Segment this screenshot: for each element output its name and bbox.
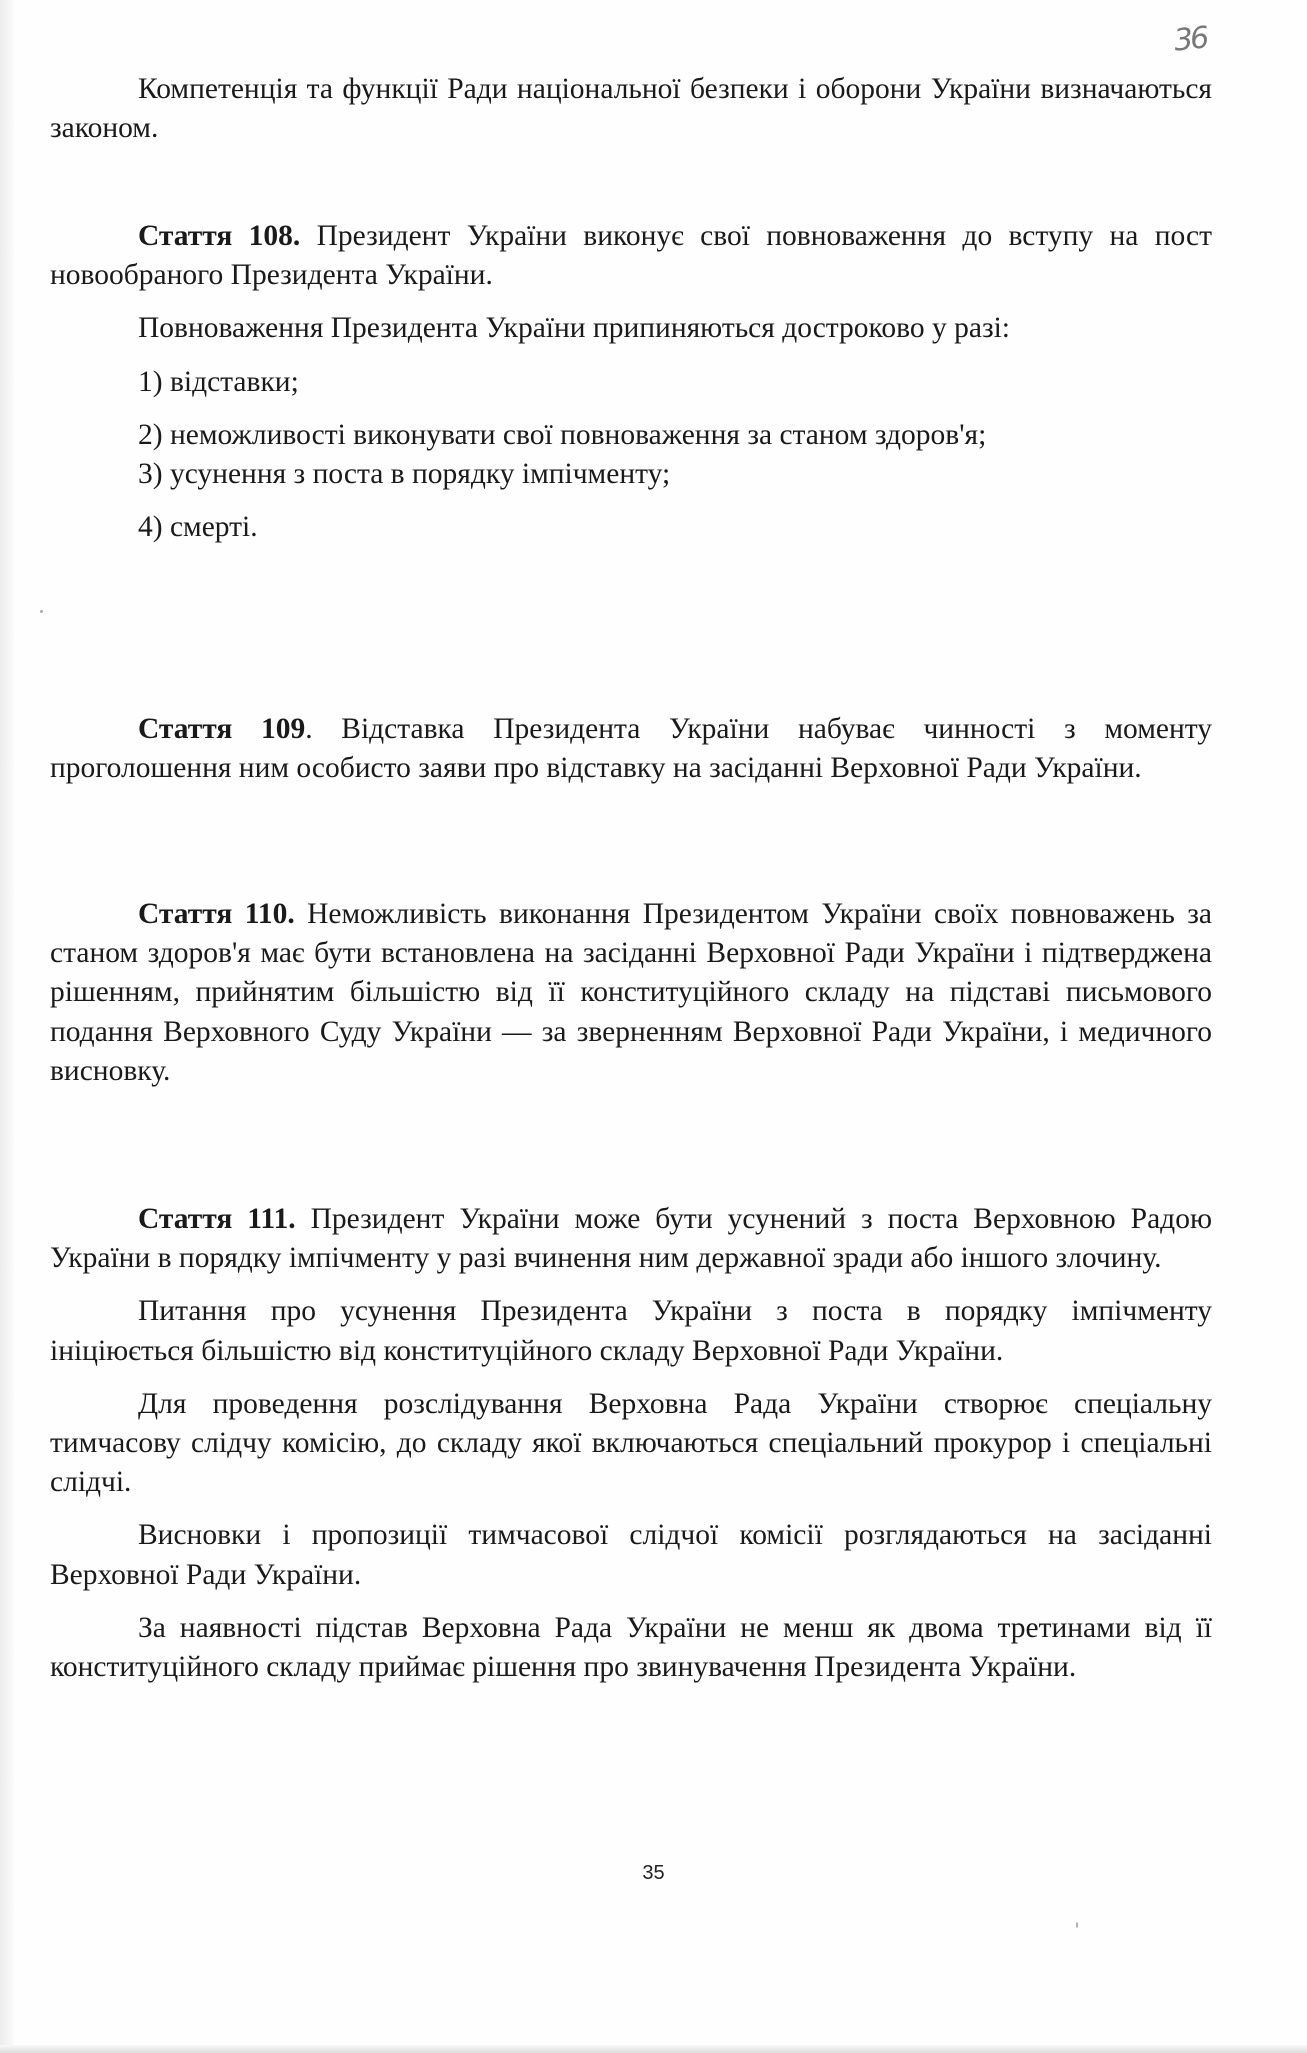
list-item: 4) смерті.: [138, 511, 258, 544]
handwritten-page-number: 36: [1172, 20, 1208, 59]
article-111: [50, 1200, 1212, 1687]
article-109-text: . Відставка Президента України набуває чинності з моменту проголошення ним особисто заяви про відставку на засіданні Верховної Ради України.: [50, 713, 1212, 785]
article-111-paragraph-5: За наявності підстав Верховна Рада України не менш як двома третинами від її конституційного складу приймає рішення про звинувачення Президента України.: [50, 1611, 1212, 1684]
article-111-heading: Стаття 111.: [138, 1203, 296, 1235]
article-108-heading: Стаття 108.: [138, 220, 301, 252]
article-108-paragraph-2: Повноваження Президента України припиняються достроково у разі:: [138, 312, 1011, 345]
article-109: [50, 710, 1212, 788]
scan-speck: [40, 610, 43, 613]
article-108-text: Президент України виконує свої повноваження до вступу на пост новообраного Президента України.: [50, 220, 1212, 292]
article-110-paragraph: [50, 895, 1212, 1091]
scan-shadow-left: [0, 0, 14, 2053]
page-number: 35: [642, 1862, 665, 1884]
intro-paragraph: Компетенція та функції Ради національної безпеки і оборони України визначаються законом.: [50, 73, 1212, 145]
list-item: 1) відставки;: [138, 365, 299, 398]
scan-shadow-bottom: [0, 2045, 1307, 2053]
scan-speck: [1076, 1922, 1078, 1928]
article-111-paragraph-3: Для проведення розслідування Верховна Рада України створює спеціальну тимчасову слідчу комісію, до складу якої включаються спеціальний прокурор і спеціальні слідчі.: [50, 1387, 1212, 1499]
article-111-paragraph-4: Висновки і пропозиції тимчасової слідчої комісії розглядаються на засіданні Верховної Ради України.: [50, 1519, 1212, 1591]
article-108: [50, 217, 1212, 547]
article-111-text: Президент України може бути усунений з поста Верховною Радою України в порядку імпічменту у разі вчинення ним державної зради або іншого злочину.: [50, 1203, 1212, 1275]
article-111-paragraph-2: Питання про усунення Президента України з поста в порядку імпічменту ініціюється більшістю від конституційного складу Верховної Ради України.: [50, 1295, 1212, 1367]
article-110: [50, 895, 1212, 1091]
article-110-text: Неможливість виконання Президентом України своїх повноважень за станом здоров'я має бути встановлена на засіданні Верховної Ради України і підтверджена рішенням, прийнятим більшістю від її конституційного складу на підставі письмового подання Верховного Суду України — за зверненням Верховної Ради України, і медичного висновку.: [50, 898, 1212, 1087]
intro-section: [50, 70, 1212, 148]
article-111-paragraph: [50, 1200, 1212, 1278]
list-item: 3) усунення з поста в порядку імпічменту;: [138, 458, 671, 491]
article-110-heading: Стаття 110.: [138, 898, 295, 930]
article-108-paragraph: [50, 217, 1212, 295]
article-109-heading: Стаття 109: [138, 713, 306, 745]
list-item: 2) неможливості виконувати свої повноваження за станом здоров'я;: [138, 418, 987, 451]
article-109-paragraph: [50, 710, 1212, 788]
